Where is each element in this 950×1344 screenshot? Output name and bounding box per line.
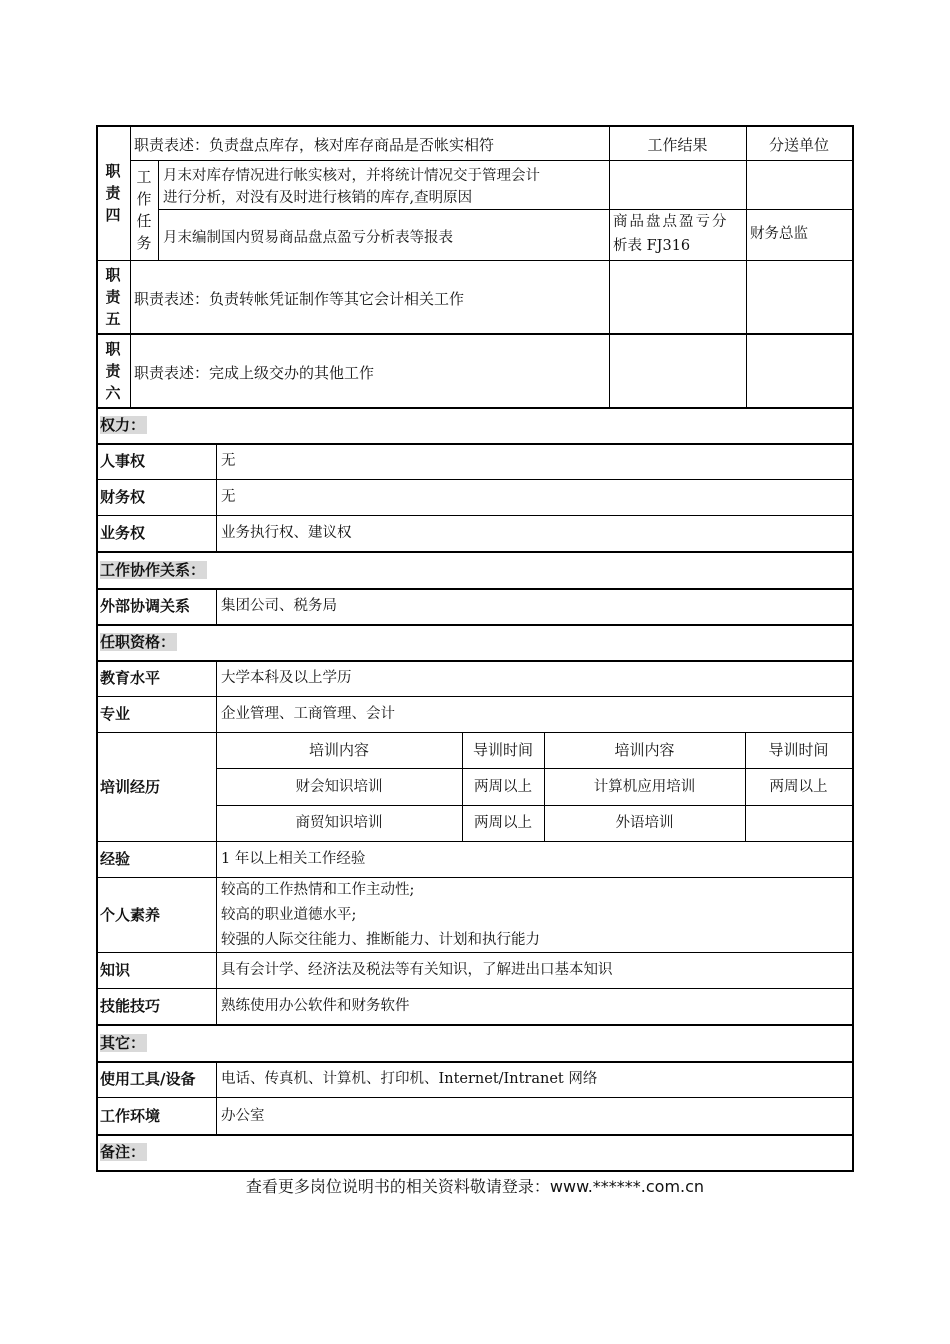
training-header-content-1: 培训内容	[308, 741, 369, 759]
quality-line: 较高的工作热情和工作主动性;	[221, 882, 415, 898]
knowledge-value: 具有会计学、经济法及税法等有关知识，了解进出口基本知识	[221, 962, 613, 978]
duty4-statement: 职责表述：负责盘点库存，核对库存商品是否帐实相符	[134, 136, 495, 154]
task2-result-line1: 商品盘点盈亏分	[613, 214, 729, 230]
authority-value-hr: 无	[221, 453, 236, 469]
authority-value-finance: 无	[221, 489, 236, 505]
education-value: 大学本科及以上学历	[221, 670, 352, 686]
task2-text: 月末编制国内贸易商品盘点盈亏分析表等报表	[163, 230, 453, 246]
education-label: 教育水平	[100, 669, 161, 687]
external-coordination-label: 外部协调关系	[100, 597, 191, 615]
task1-line1: 月末对库存情况进行帐实核对，并将统计情况交于管理会计	[163, 168, 540, 184]
training-label: 培训经历	[100, 778, 161, 796]
remarks-header: 备注：	[100, 1143, 146, 1161]
footer-link-text[interactable]: 查看更多岗位说明书的相关资料敬请登录：www.******.com.cn	[245, 1177, 705, 1196]
major-value: 企业管理、工商管理、会计	[221, 706, 395, 722]
duty6-statement: 职责表述：完成上级交办的其他工作	[134, 364, 375, 382]
result-column-header: 工作结果	[647, 136, 708, 154]
experience-label: 经验	[100, 850, 131, 868]
duty4-label: 职责四	[105, 162, 121, 224]
environment-label: 工作环境	[100, 1107, 161, 1125]
training-cell: 计算机应用培训	[593, 779, 696, 795]
dept-column-header: 分送单位	[768, 136, 829, 154]
authority-label-hr: 人事权	[100, 452, 146, 470]
task-label: 工作任务	[136, 168, 152, 252]
quality-line: 较强的人际交往能力、推断能力、计划和执行能力	[221, 932, 540, 948]
other-header: 其它：	[100, 1034, 146, 1052]
skill-label: 技能技巧	[100, 997, 161, 1015]
cooperation-header: 工作协作关系：	[100, 561, 206, 579]
duty6-label: 职责六	[105, 340, 121, 402]
authority-label-business: 业务权	[100, 524, 146, 542]
training-cell: 财会知识培训	[295, 779, 383, 795]
authority-header: 权力：	[100, 416, 146, 434]
task1-line2: 进行分析，对没有及时进行核销的库存,查明原因	[163, 190, 473, 206]
training-header-time-2: 导训时间	[768, 741, 829, 759]
duty5-label: 职责五	[105, 266, 121, 328]
experience-value: 1 年以上相关工作经验	[221, 851, 366, 867]
training-cell: 两周以上	[769, 779, 828, 795]
authority-label-finance: 财务权	[100, 488, 146, 506]
authority-value-business: 业务执行权、建议权	[221, 525, 352, 541]
training-cell: 外语培训	[615, 815, 674, 831]
tools-label: 使用工具/设备	[100, 1070, 196, 1088]
knowledge-label: 知识	[100, 961, 131, 979]
training-header-content-2: 培训内容	[614, 741, 675, 759]
duty5-statement: 职责表述：负责转帐凭证制作等其它会计相关工作	[134, 290, 465, 308]
tools-value: 电话、传真机、计算机、打印机、Internet/Intranet 网络	[221, 1071, 598, 1087]
training-header-time-1: 导训时间	[472, 741, 533, 759]
quality-label: 个人素养	[100, 906, 161, 924]
environment-value: 办公室	[221, 1108, 265, 1124]
training-cell: 商贸知识培训	[295, 815, 383, 831]
skill-value: 熟练使用办公软件和财务软件	[221, 998, 410, 1014]
qualification-header: 任职资格：	[100, 633, 176, 651]
quality-line: 较高的职业道德水平;	[221, 907, 357, 923]
task2-result-line2: 析表 FJ316	[613, 238, 691, 254]
task2-dept: 财务总监	[750, 226, 808, 242]
external-coordination-value: 集团公司、税务局	[221, 598, 337, 614]
training-cell: 两周以上	[474, 815, 532, 831]
major-label: 专业	[100, 705, 131, 723]
training-cell: 两周以上	[474, 779, 532, 795]
